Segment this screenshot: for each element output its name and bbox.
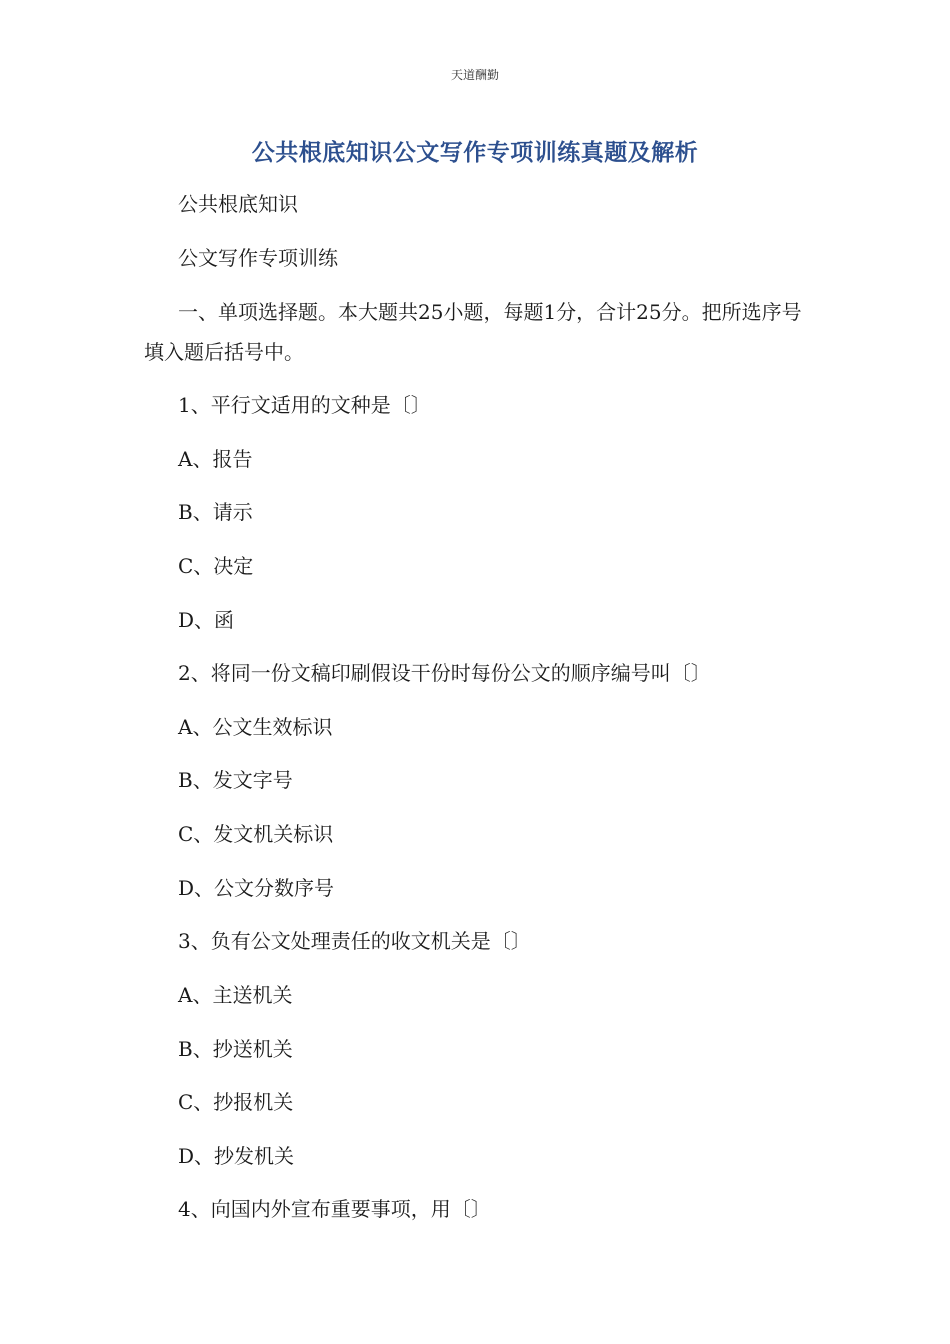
question-stem: 1、平行文适用的文种是〔〕 <box>178 393 431 417</box>
question-option: A、公文生效标识 <box>178 715 333 739</box>
question-stem: 3、负有公文处理责任的收文机关是〔〕 <box>178 929 531 953</box>
question-option: D、抄发机关 <box>178 1144 295 1168</box>
subject-line: 公共根底知识 <box>178 192 298 216</box>
question-option: C、发文机关标识 <box>178 822 334 846</box>
document-title: 公共根底知识公文写作专项训练真题及解析 <box>251 140 699 166</box>
section-intro: 一、单项选择题。本大题共25小题，每题1分，合计25分。把所选序号填入题后括号中。 <box>144 300 802 364</box>
subtitle-line: 公文写作专项训练 <box>178 246 338 270</box>
question-option: B、发文字号 <box>178 768 293 792</box>
question-option: C、决定 <box>178 554 254 578</box>
question-option: C、抄报机关 <box>178 1090 294 1114</box>
question-option: D、公文分数序号 <box>178 876 335 900</box>
question-stem: 4、向国内外宣布重要事项，用〔〕 <box>178 1197 491 1221</box>
question-option: A、主送机关 <box>178 983 293 1007</box>
page-header: 天道酬勤 <box>450 68 499 82</box>
question-stem: 2、将同一份文稿印刷假设干份时每份公文的顺序编号叫〔〕 <box>178 661 711 685</box>
question-option: B、请示 <box>178 500 253 524</box>
question-option: D、函 <box>178 608 235 632</box>
question-option: B、抄送机关 <box>178 1037 293 1061</box>
question-option: A、报告 <box>178 447 253 471</box>
